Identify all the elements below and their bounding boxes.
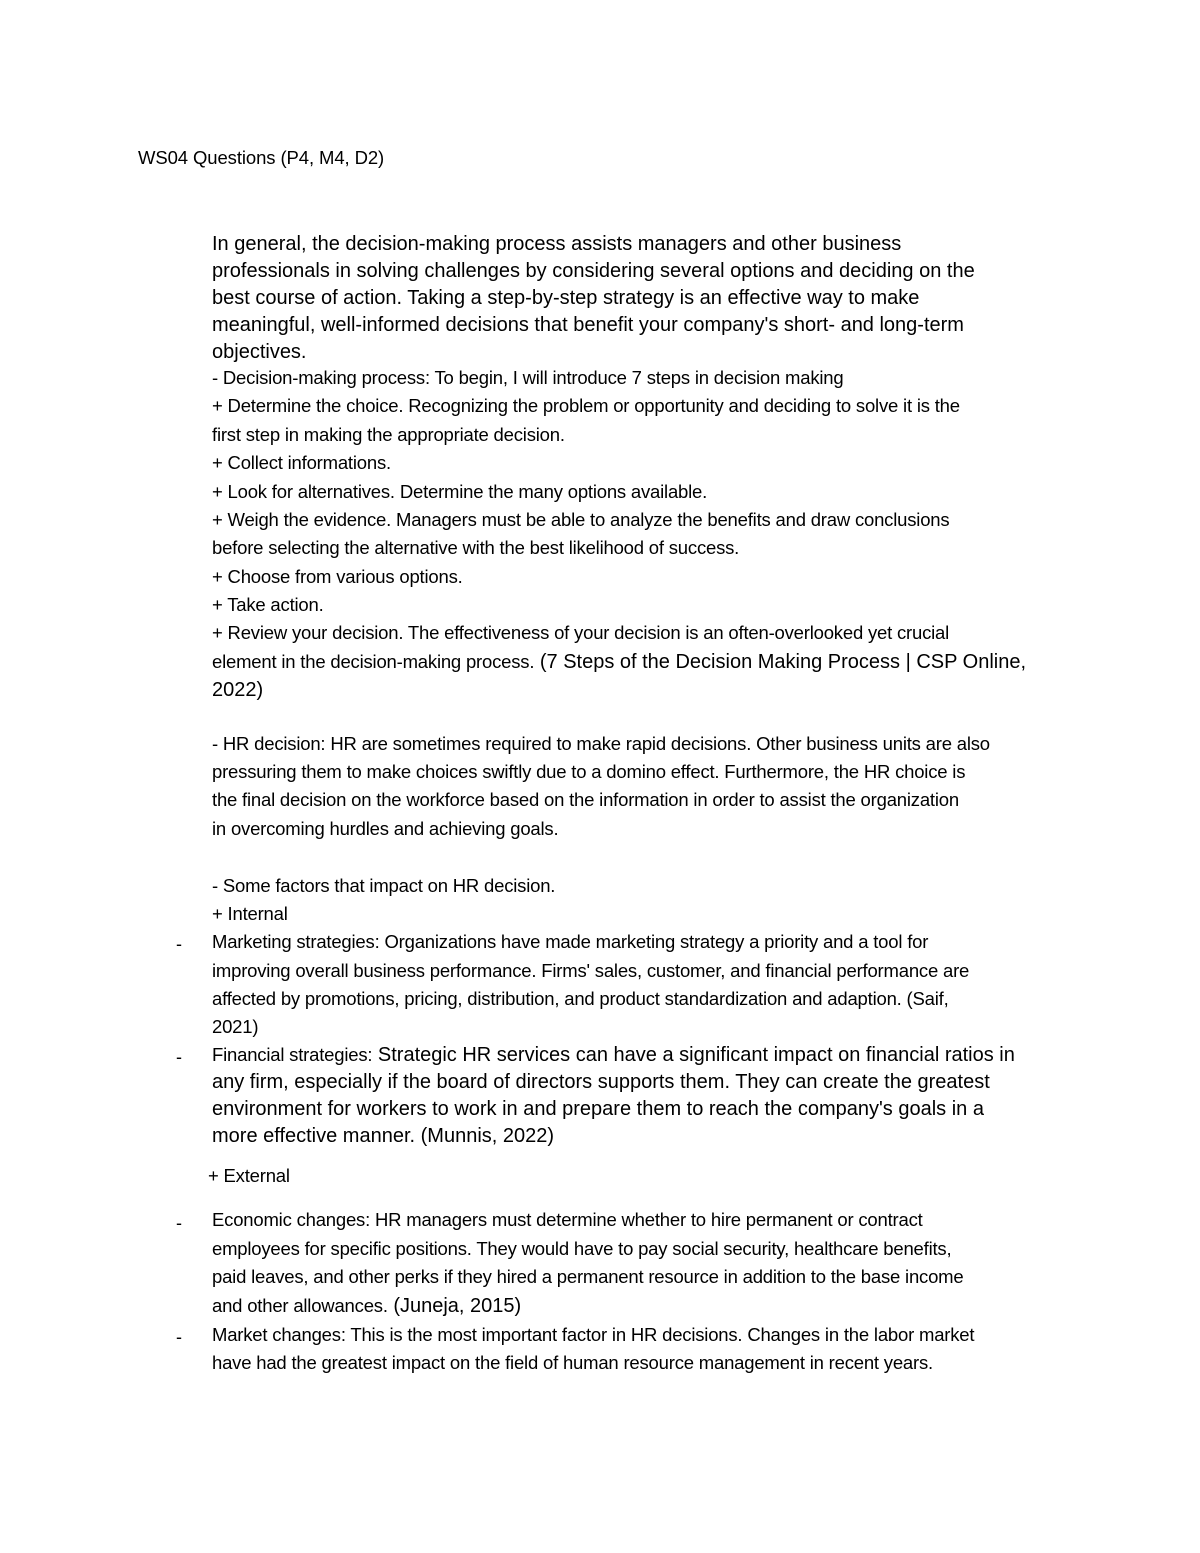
financial-line: any firm, especially if the board of directors supports them. They can create the greatest <box>212 1071 990 1093</box>
hr-decision-line: pressuring them to make choices swiftly due to a domino effect. Furthermore, the HR choice is <box>212 761 966 782</box>
marketing-line: affected by promotions, pricing, distribution, and product standardization and adaption. (Saif, <box>212 988 949 1009</box>
financial-line: more effective manner. (Munnis, 2022) <box>212 1125 555 1147</box>
process-last-text: element in the decision-making process. <box>212 651 535 672</box>
bullet-dash: - <box>176 1213 182 1233</box>
process-step: + Take action. <box>212 594 324 615</box>
process-step: + Look for alternatives. Determine the many options available. <box>212 481 708 502</box>
process-citation-year: 2022) <box>212 679 264 701</box>
process-citation: (7 Steps of the Decision Making Process | CSP Online, <box>534 651 1027 673</box>
bullet-dash: - <box>176 1047 182 1067</box>
process-step: + Collect informations. <box>212 452 391 473</box>
financial-text: Strategic HR services can have a significant impact on financial ratios in <box>372 1044 1015 1066</box>
process-heading: - Decision-making process: To begin, I will introduce 7 steps in decision making <box>212 367 844 388</box>
process-step: + Determine the choice. Recognizing the problem or opportunity and deciding to solve it is the <box>212 395 960 416</box>
bullet-dash: - <box>176 934 182 954</box>
financial-label: Financial strategies: <box>212 1044 373 1065</box>
intro-line: objectives. <box>212 341 307 363</box>
marketing-line: 2021) <box>212 1016 259 1037</box>
market-line: have had the greatest impact on the field of human resource management in recent years. <box>212 1352 933 1373</box>
financial-line: environment for workers to work in and prepare them to reach the company's goals in a <box>212 1098 984 1120</box>
economic-line: Economic changes: HR managers must determine whether to hire permanent or contract <box>212 1209 923 1230</box>
document-title: WS04 Questions (P4, M4, D2) <box>138 147 385 168</box>
economic-citation: (Juneja, 2015) <box>387 1295 522 1317</box>
market-line: Market changes: This is the most important factor in HR decisions. Changes in the labor market <box>212 1324 975 1345</box>
marketing-line: Marketing strategies: Organizations have made marketing strategy a priority and a tool for <box>212 931 929 952</box>
marketing-line: improving overall business performance. Firms' sales, customer, and financial performance are <box>212 960 970 981</box>
internal-label: + Internal <box>212 903 288 924</box>
process-step: + Weigh the evidence. Managers must be able to analyze the benefits and draw conclusions <box>212 509 950 530</box>
hr-decision-line: the final decision on the workforce based on the information in order to assist the organization <box>212 789 959 810</box>
process-step: + Review your decision. The effectiveness of your decision is an often-overlooked yet crucial <box>212 622 950 643</box>
hr-decision-line: - HR decision: HR are sometimes required to make rapid decisions. Other business units are also <box>212 733 990 754</box>
factors-heading: - Some factors that impact on HR decision. <box>212 875 556 896</box>
process-step: first step in making the appropriate decision. <box>212 424 565 445</box>
economic-last-line <box>212 1296 521 1316</box>
financial-first-line <box>212 1045 1015 1065</box>
economic-last-text: and other allowances. <box>212 1295 388 1316</box>
process-step: + Choose from various options. <box>212 566 463 587</box>
intro-line: meaningful, well-informed decisions that benefit your company's short- and long-term <box>212 314 964 336</box>
bullet-dash: - <box>176 1327 182 1347</box>
intro-line: professionals in solving challenges by considering several options and deciding on the <box>212 260 975 282</box>
process-last-line <box>212 652 1026 672</box>
economic-line: paid leaves, and other perks if they hired a permanent resource in addition to the base income <box>212 1266 964 1287</box>
intro-line: best course of action. Taking a step-by-step strategy is an effective way to make <box>212 287 920 309</box>
external-label: + External <box>208 1165 290 1186</box>
process-step: before selecting the alternative with the best likelihood of success. <box>212 537 740 558</box>
intro-line: In general, the decision-making process assists managers and other business <box>212 233 902 255</box>
hr-decision-line: in overcoming hurdles and achieving goals. <box>212 818 559 839</box>
economic-line: employees for specific positions. They would have to pay social security, healthcare benefits, <box>212 1238 952 1259</box>
